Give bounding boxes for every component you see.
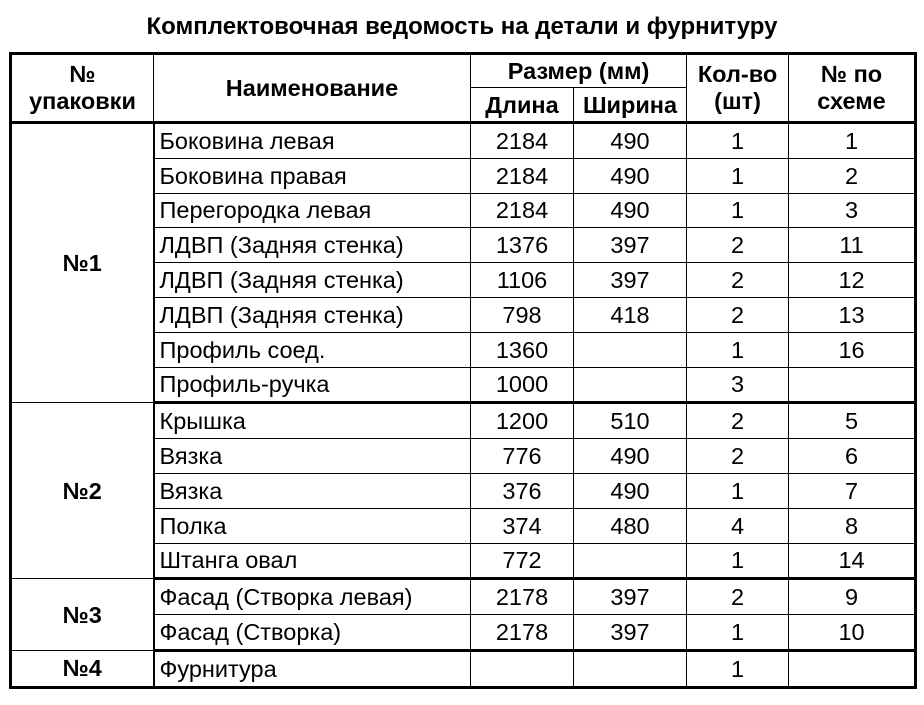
quantity-cell: 1 [687,650,789,687]
scheme-number-cell: 9 [789,579,916,615]
length-cell: 374 [471,508,574,543]
width-cell: 490 [574,193,687,228]
width-cell: 397 [574,228,687,263]
document-title: Комплектовочная ведомость на детали и фурнитуру [146,13,778,40]
scheme-number-cell: 3 [789,193,916,228]
item-name-cell: ЛДВП (Задняя стенка) [154,263,471,298]
width-cell: 418 [574,297,687,332]
width-cell [574,650,687,687]
length-cell: 1200 [471,403,574,439]
quantity-cell: 2 [687,263,789,298]
item-name-cell: ЛДВП (Задняя стенка) [154,228,471,263]
table-row [11,403,916,439]
quantity-cell: 2 [687,297,789,332]
item-name-cell: Профиль-ручка [154,367,471,403]
header-pack-line2: упаковки [29,88,136,114]
width-cell [574,332,687,367]
quantity-cell: 2 [687,579,789,615]
header-scheme-number [789,54,916,123]
item-name-cell: Боковина правая [154,158,471,193]
header-scheme-line1: № по [820,61,883,87]
scheme-number-cell: 16 [789,332,916,367]
length-cell: 1106 [471,263,574,298]
quantity-cell: 4 [687,508,789,543]
item-name-cell: Фасад (Створка) [154,615,471,651]
quantity-cell: 1 [687,615,789,651]
quantity-cell: 1 [687,123,789,159]
quantity-cell: 2 [687,403,789,439]
width-cell: 490 [574,473,687,508]
pack-number-cell: №3 [11,579,154,651]
table-row [11,123,916,159]
item-name-cell: Профиль соед. [154,332,471,367]
item-name-cell: Фурнитура [154,650,471,687]
table-row [11,650,916,687]
scheme-number-cell: 6 [789,439,916,474]
length-cell: 2178 [471,579,574,615]
width-cell: 510 [574,403,687,439]
width-cell: 490 [574,158,687,193]
scheme-number-cell: 5 [789,403,916,439]
scheme-number-cell: 14 [789,543,916,579]
width-cell: 490 [574,439,687,474]
quantity-cell: 1 [687,158,789,193]
width-cell: 397 [574,579,687,615]
item-name-cell: Боковина левая [154,123,471,159]
length-cell: 798 [471,297,574,332]
quantity-cell: 1 [687,332,789,367]
table-header [11,54,916,123]
scheme-number-cell: 11 [789,228,916,263]
table-body [11,123,916,688]
length-cell: 772 [471,543,574,579]
scheme-number-cell: 10 [789,615,916,651]
width-cell: 397 [574,615,687,651]
length-cell: 1376 [471,228,574,263]
header-qty-line2: (шт) [714,88,761,114]
quantity-cell: 2 [687,228,789,263]
length-cell: 2178 [471,615,574,651]
scheme-number-cell [789,650,916,687]
length-cell: 776 [471,439,574,474]
quantity-cell: 2 [687,439,789,474]
pack-number-cell: №1 [11,123,154,403]
header-pack-line1: № [69,61,96,87]
item-name-cell: Штанга овал [154,543,471,579]
quantity-cell: 1 [687,543,789,579]
length-cell: 2184 [471,123,574,159]
length-cell [471,650,574,687]
header-pack-number [11,54,154,123]
length-cell: 1000 [471,367,574,403]
width-cell: 397 [574,263,687,298]
length-cell: 376 [471,473,574,508]
header-width: Ширина [574,88,687,123]
header-size: Размер (мм) [471,54,687,88]
scheme-number-cell [789,367,916,403]
header-scheme-line2: схеме [817,88,886,114]
scheme-number-cell: 12 [789,263,916,298]
quantity-cell: 1 [687,473,789,508]
header-qty-line1: Кол-во [697,61,778,87]
item-name-cell: Фасад (Створка левая) [154,579,471,615]
item-name-cell: Вязка [154,439,471,474]
width-cell: 490 [574,123,687,159]
item-name-cell: ЛДВП (Задняя стенка) [154,297,471,332]
quantity-cell: 3 [687,367,789,403]
width-cell [574,367,687,403]
item-name-cell: Крышка [154,403,471,439]
table-row [11,579,916,615]
scheme-number-cell: 2 [789,158,916,193]
length-cell: 2184 [471,158,574,193]
width-cell [574,543,687,579]
item-name-cell: Вязка [154,473,471,508]
scheme-number-cell: 13 [789,297,916,332]
kit-sheet-table [9,52,917,689]
scheme-number-cell: 1 [789,123,916,159]
length-cell: 1360 [471,332,574,367]
quantity-cell: 1 [687,193,789,228]
item-name-cell: Полка [154,508,471,543]
pack-number-cell: №2 [11,403,154,579]
item-name-cell: Перегородка левая [154,193,471,228]
header-name: Наименование [154,54,471,123]
scheme-number-cell: 7 [789,473,916,508]
header-quantity [687,54,789,123]
pack-number-cell: №4 [11,650,154,687]
header-length: Длина [471,88,574,123]
scheme-number-cell: 8 [789,508,916,543]
width-cell: 480 [574,508,687,543]
length-cell: 2184 [471,193,574,228]
